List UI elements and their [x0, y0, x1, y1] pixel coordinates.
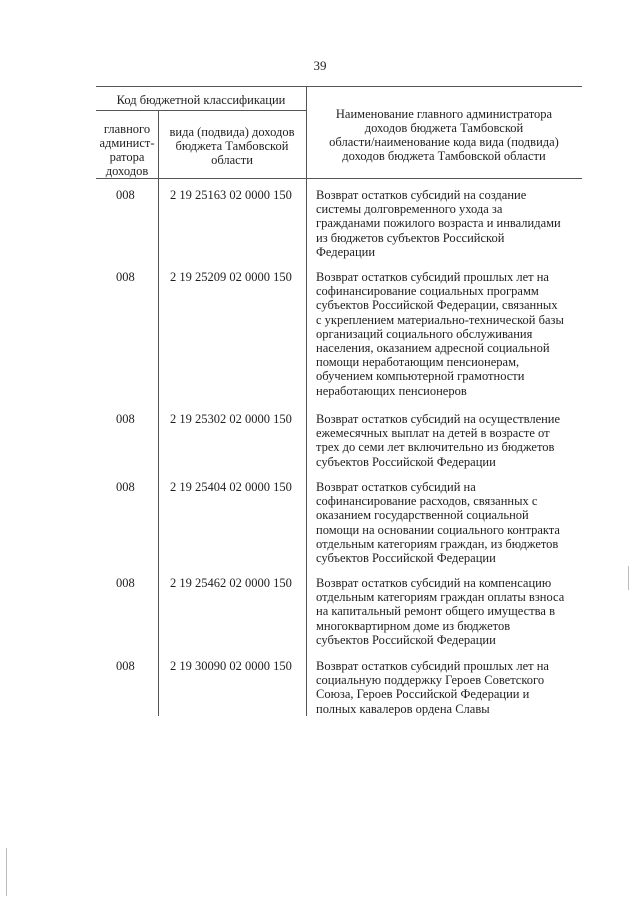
row-admin-code: 008	[116, 270, 135, 284]
row-admin-code: 008	[116, 480, 135, 494]
row-description: Возврат остатков субсидий на софинансирование расходов, связанных с оказанием государственной социальной помощи на основании социального контракта отдельным категориям граждан, из бюджетов субъектов Российской Федерации	[316, 480, 560, 566]
row-income-code: 2 19 25462 02 0000 150	[170, 576, 292, 590]
row-income-code: 2 19 30090 02 0000 150	[170, 659, 292, 673]
header-kind-column: вида (подвида) доходов бюджета Тамбовской области	[169, 125, 295, 167]
header-bottom-rule	[96, 178, 582, 179]
row-description: Возврат остатков субсидий на компенсацию отдельным категориям граждан оплаты взноса на капитальный ремонт общего имущества в многоквартирном доме из бюджетов субъектов Российской Федерации	[316, 576, 565, 647]
row-description: Возврат остатков субсидий на создание системы долговременного ухода за гражданами пожилого возраста и инвалидами из бюджетов субъектов Российской Федерации	[316, 188, 561, 259]
header-admin-column: главного админист- ратора доходов	[99, 122, 155, 178]
scan-edge-mark	[6, 848, 7, 896]
column-divider-name	[306, 86, 307, 716]
row-description: Возврат остатков субсидий прошлых лет на социальную поддержку Героев Советского Союза, Героев Российской Федерации и полных кавалеров ордена Славы	[316, 659, 549, 716]
row-income-code: 2 19 25404 02 0000 150	[170, 480, 292, 494]
row-income-code: 2 19 25209 02 0000 150	[170, 270, 292, 284]
row-admin-code: 008	[116, 576, 135, 590]
column-divider-admin	[158, 111, 159, 716]
row-income-code: 2 19 25163 02 0000 150	[170, 188, 292, 202]
row-income-code: 2 19 25302 02 0000 150	[170, 412, 292, 426]
row-admin-code: 008	[116, 659, 135, 673]
row-admin-code: 008	[116, 188, 135, 202]
row-admin-code: 008	[116, 412, 135, 426]
header-name-column: Наименование главного администратора доходов бюджета Тамбовской области/наименование кода вида (подвида) доходов бюджета Тамбовской области	[329, 107, 559, 163]
row-description: Возврат остатков субсидий прошлых лет на софинансирование социальных программ субъектов Российской Федерации, связанных с укреплением материально-технической базы организаций социального обслуживания населения, оказанием адресной социальной помощи неработающим пенсионерам, обучением компьютерной грамотности неработающих пенсионеров	[316, 270, 564, 398]
table-top-rule	[96, 86, 582, 87]
code-group-rule	[96, 110, 306, 111]
scan-edge-mark	[628, 566, 629, 590]
page-number: 39	[313, 58, 327, 73]
row-description: Возврат остатков субсидий на осуществление ежемесячных выплат на детей в возрасте от трех до семи лет включительно из бюджетов субъектов Российской Федерации	[316, 412, 561, 469]
header-code-group: Код бюджетной классификации	[116, 93, 286, 107]
